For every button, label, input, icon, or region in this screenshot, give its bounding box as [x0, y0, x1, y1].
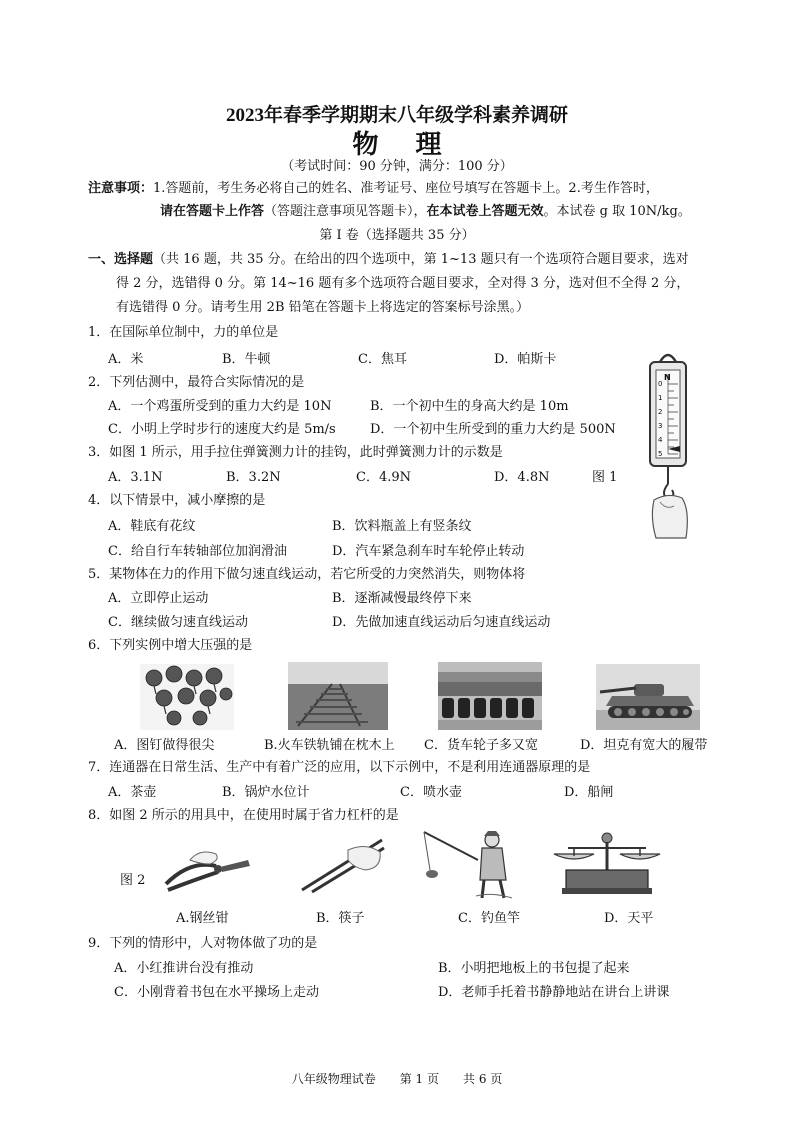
- q8-option-c: C．钓鱼竿: [458, 911, 520, 926]
- q4-stem: 4．以下情景中，减小摩擦的是: [88, 493, 266, 508]
- q9-option-a: A．小红推讲台没有推动: [114, 961, 254, 976]
- q7-option-a: A．茶壶: [108, 785, 157, 800]
- q8-option-b: B．筷子: [316, 911, 365, 926]
- section-intro-text-1: （共 16 题，共 35 分。在给出的四个选项中，第 1~13 题只有一个选项符合题目要求，选对: [153, 252, 689, 267]
- exam-time-note: （考试时间：90 分钟，满分：100 分）: [281, 159, 513, 174]
- q3-option-d: D．4.8N: [494, 470, 550, 485]
- notes-mid: （答题注意事项见答题卡），: [264, 204, 427, 219]
- q2-option-d: D．一个初中生所受到的重力大约是 500N: [370, 422, 616, 437]
- q8-stem: 8．如图 2 所示的用具中，在使用时属于省力杠杆的是: [88, 808, 399, 823]
- q1-option-a: A．米: [108, 352, 144, 367]
- q7-option-d: D．船闸: [564, 785, 614, 800]
- q9-option-d: D．老师手托着书静静地站在讲台上讲课: [438, 985, 670, 1000]
- scale-unit-label: N: [664, 373, 671, 382]
- chopsticks-image: [296, 834, 386, 894]
- figure-1-caption: 图 1: [592, 470, 618, 485]
- scale-tick-2: 2: [658, 408, 663, 416]
- q6-stem: 6．下列实例中增大压强的是: [88, 638, 253, 653]
- thumbtacks-image: [140, 664, 234, 730]
- tank-image: [596, 664, 700, 730]
- section-title: 第 I 卷（选择题共 35 分）: [319, 228, 475, 243]
- spring-scale-figure: [638, 350, 698, 540]
- notes-label: 注意事项：: [88, 181, 154, 196]
- q3-stem: 3．如图 1 所示，用手拉住弹簧测力计的挂钩，此时弹簧测力计的示数是: [88, 445, 503, 460]
- notes-end: 。本试卷 g 取 10N/kg。: [543, 204, 691, 219]
- q9-stem: 9．下列的情形中，人对物体做了功的是: [88, 936, 318, 951]
- q4-option-d: D．汽车紧急刹车时车轮停止转动: [332, 544, 525, 559]
- q1-stem: 1．在国际单位制中，力的单位是: [88, 325, 279, 340]
- q5-option-a: A．立即停止运动: [108, 591, 209, 606]
- exam-title: 2023年春季学期期末八年级学科素养调研: [225, 105, 568, 126]
- q2-stem: 2．下列估测中，最符合实际情况的是: [88, 375, 305, 390]
- section-heading: 一、选择题: [88, 252, 154, 267]
- q5-option-d: D．先做加速直线运动后匀速直线运动: [332, 615, 551, 630]
- notes-line-1: [88, 180, 659, 198]
- q5-option-c: C．继续做匀速直线运动: [108, 615, 248, 630]
- q6-option-b: B.火车铁轨铺在枕木上: [264, 738, 395, 753]
- q1-option-b: B．牛顿: [222, 352, 271, 367]
- notes-text-1: 1.答题前，考生务必将自己的姓名、准考证号、座位号填写在答题卡上。2.考生作答时，: [153, 181, 659, 196]
- notes-line-2: [160, 203, 691, 221]
- q5-stem: 5．某物体在力的作用下做匀速直线运动，若它所受的力突然消失，则物体将: [88, 567, 526, 582]
- q7-option-c: C．喷水壶: [400, 785, 462, 800]
- balance-scale-image: [552, 830, 662, 896]
- figure-2-caption: 图 2: [120, 873, 146, 888]
- q6-option-c: C．货车轮子多又宽: [424, 738, 538, 753]
- pliers-image: [160, 840, 260, 896]
- q1-option-d: D．帕斯卡: [494, 352, 557, 367]
- q6-option-d: D．坦克有宽大的履带: [580, 738, 708, 753]
- q8-option-d: D．天平: [604, 911, 654, 926]
- q2-option-c: C．小明上学时步行的速度大约是 5m/s: [108, 422, 336, 437]
- q4-option-b: B．饮料瓶盖上有竖条纹: [332, 519, 472, 534]
- q6-option-a: A．图钉做得很尖: [114, 738, 215, 753]
- scale-tick-5: 5: [658, 450, 663, 458]
- railway-tracks-image: [288, 662, 388, 730]
- q2-option-a: A．一个鸡蛋所受到的重力大约是 10N: [108, 399, 332, 414]
- notes-bold-1: 请在答题卡上作答: [160, 204, 265, 219]
- heavy-truck-image: [438, 662, 542, 730]
- section-intro-1: [88, 251, 689, 269]
- fishing-rod-image: [420, 826, 516, 902]
- q8-option-a: A.钢丝钳: [176, 911, 229, 926]
- scale-tick-1: 1: [658, 394, 663, 402]
- scale-tick-0: 0: [658, 380, 663, 388]
- q7-stem: 7．连通器在日常生活、生产中有着广泛的应用，以下示例中，不是利用连通器原理的是: [88, 760, 591, 775]
- q3-option-a: A．3.1N: [108, 470, 163, 485]
- scale-tick-3: 3: [658, 422, 663, 430]
- q3-option-b: B．3.2N: [226, 470, 281, 485]
- q9-option-c: C．小刚背着书包在水平操场上走动: [114, 985, 319, 1000]
- q4-option-a: A．鞋底有花纹: [108, 519, 196, 534]
- subject-title: 物 理: [352, 130, 456, 160]
- section-intro-3: 有选错得 0 分。请考生用 2B 铅笔在答题卡上将选定的答案标号涂黑。）: [116, 300, 530, 315]
- scale-tick-4: 4: [658, 436, 663, 444]
- q1-option-c: C．焦耳: [358, 352, 407, 367]
- notes-bold-2: 在本试卷上答题无效: [426, 204, 544, 219]
- q4-option-c: C．给自行车转轴部位加润滑油: [108, 544, 287, 559]
- q7-option-b: B．锅炉水位计: [222, 785, 310, 800]
- section-intro-2: 得 2 分，选错得 0 分。第 14~16 题有多个选项符合题目要求，全对得 3 分，选对但不全得 2 分，: [116, 276, 690, 291]
- page-footer: 八年级物理试卷 第 1 页 共 6 页: [291, 1072, 503, 1086]
- q5-option-b: B．逐渐减慢最终停下来: [332, 591, 472, 606]
- q3-option-c: C．4.9N: [356, 470, 411, 485]
- q9-option-b: B．小明把地板上的书包提了起来: [438, 961, 630, 976]
- q2-option-b: B．一个初中生的身高大约是 10m: [370, 399, 569, 414]
